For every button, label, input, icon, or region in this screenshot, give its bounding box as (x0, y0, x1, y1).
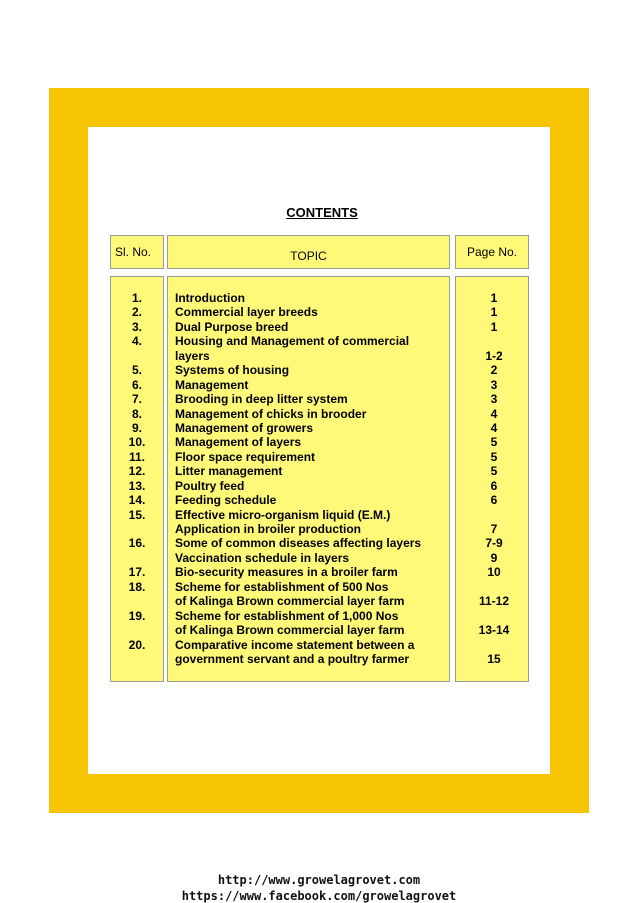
row-page-no (460, 508, 528, 522)
row-page-no: 6 (490, 478, 498, 493)
row-topic: Dual Purpose breed (175, 319, 289, 334)
header-page-no (455, 235, 529, 269)
row-sl-no (111, 594, 163, 608)
row-page-no: 1-2 (485, 348, 503, 363)
row-topic: Poultry feed (175, 478, 245, 493)
row-topic: of Kalinga Brown commercial layer farm (175, 594, 405, 609)
topic-column (167, 276, 450, 682)
row-page-no (460, 580, 528, 594)
row-sl-no: 20. (128, 637, 146, 652)
row-topic: Vaccination schedule in layers (175, 550, 350, 565)
row-page-no: 9 (490, 550, 498, 565)
row-page-no: 7 (490, 522, 498, 536)
row-topic: government servant and a poultry farmer (175, 651, 410, 666)
row-sl-no (111, 551, 163, 565)
row-page-no: 3 (490, 392, 498, 407)
row-sl-no: 15. (128, 507, 146, 522)
row-sl-no: 7. (131, 392, 142, 407)
row-page-no: 4 (490, 420, 498, 435)
page-no-column (455, 276, 529, 682)
row-topic: Commercial layer breeds (175, 305, 318, 320)
row-sl-no: 10. (128, 435, 146, 450)
row-topic: Management of chicks in brooder (175, 406, 367, 421)
row-topic: Some of common diseases affecting layers (175, 536, 422, 551)
row-sl-no (111, 522, 163, 536)
row-topic: Introduction (175, 291, 245, 305)
row-page-no (460, 638, 528, 652)
row-sl-no: 9. (131, 420, 142, 435)
row-sl-no: 17. (128, 565, 146, 580)
row-page-no: 1 (490, 291, 498, 305)
row-sl-no: 4. (131, 334, 142, 349)
row-topic: Management (175, 377, 249, 392)
row-sl-no: 6. (131, 377, 142, 392)
row-sl-no: 3. (131, 319, 142, 334)
footer-website-link[interactable]: http://www.growelagrovet.com (217, 873, 421, 887)
row-sl-no (111, 349, 163, 363)
row-sl-no: 2. (131, 305, 142, 320)
contents-title: CONTENTS (286, 205, 358, 220)
row-topic: Comparative income statement between a (175, 637, 415, 652)
row-topic: Scheme for establishment of 500 Nos (175, 579, 389, 594)
row-page-no: 1 (490, 319, 498, 334)
row-page-no (460, 609, 528, 623)
row-sl-no: 16. (128, 536, 146, 551)
row-page-no: 15 (487, 651, 501, 666)
row-topic: Housing and Management of commercial (175, 334, 410, 349)
row-sl-no: 1. (131, 291, 142, 305)
row-page-no: 4 (490, 406, 498, 421)
row-page-no: 2 (490, 363, 498, 378)
row-page-no (460, 334, 528, 348)
row-page-no: 5 (490, 435, 498, 450)
row-sl-no: 13. (128, 478, 146, 493)
row-topic: Management of growers (175, 420, 314, 435)
row-sl-no: 8. (131, 406, 142, 421)
row-sl-no: 11. (128, 449, 146, 464)
row-topic: Effective micro-organism liquid (E.M.) (175, 507, 391, 522)
header-topic (167, 235, 450, 269)
row-page-no: 6 (490, 493, 498, 508)
row-sl-no (111, 623, 163, 637)
row-topic: of Kalinga Brown commercial layer farm (175, 623, 405, 638)
row-sl-no: 18. (128, 579, 146, 594)
header-page-no-label: Page No. (466, 245, 518, 259)
row-sl-no (111, 652, 163, 666)
sl-no-column (110, 276, 164, 682)
row-page-no: 11-12 (478, 594, 510, 609)
header-topic-label: TOPIC (290, 249, 327, 263)
row-topic: Feeding schedule (175, 493, 277, 508)
row-topic: Application in broiler production (175, 522, 361, 536)
footer-facebook-link[interactable]: https://www.facebook.com/growelagrovet (181, 889, 457, 903)
row-sl-no: 14. (128, 493, 146, 508)
row-page-no: 5 (490, 464, 498, 479)
row-page-no: 3 (490, 377, 498, 392)
row-topic: Bio-security measures in a broiler farm (175, 565, 398, 580)
row-page-no: 5 (490, 449, 498, 464)
row-topic: layers (175, 348, 210, 363)
row-page-no: 1 (490, 305, 498, 320)
row-topic: Floor space requirement (175, 449, 316, 464)
row-topic: Litter management (175, 464, 283, 479)
row-page-no: 10 (487, 565, 501, 580)
row-topic: Systems of housing (175, 363, 290, 378)
row-sl-no: 12. (128, 464, 146, 479)
row-topic: Brooding in deep litter system (175, 392, 348, 407)
row-topic: Scheme for establishment of 1,000 Nos (175, 608, 399, 623)
row-sl-no: 19. (128, 608, 146, 623)
header-sl-no-label: Sl. No. (115, 245, 152, 259)
header-sl-no (110, 235, 164, 269)
row-sl-no: 5. (131, 363, 142, 378)
row-page-no: 13-14 (478, 623, 510, 638)
row-topic: Management of layers (175, 435, 302, 450)
row-page-no: 7-9 (485, 536, 503, 551)
